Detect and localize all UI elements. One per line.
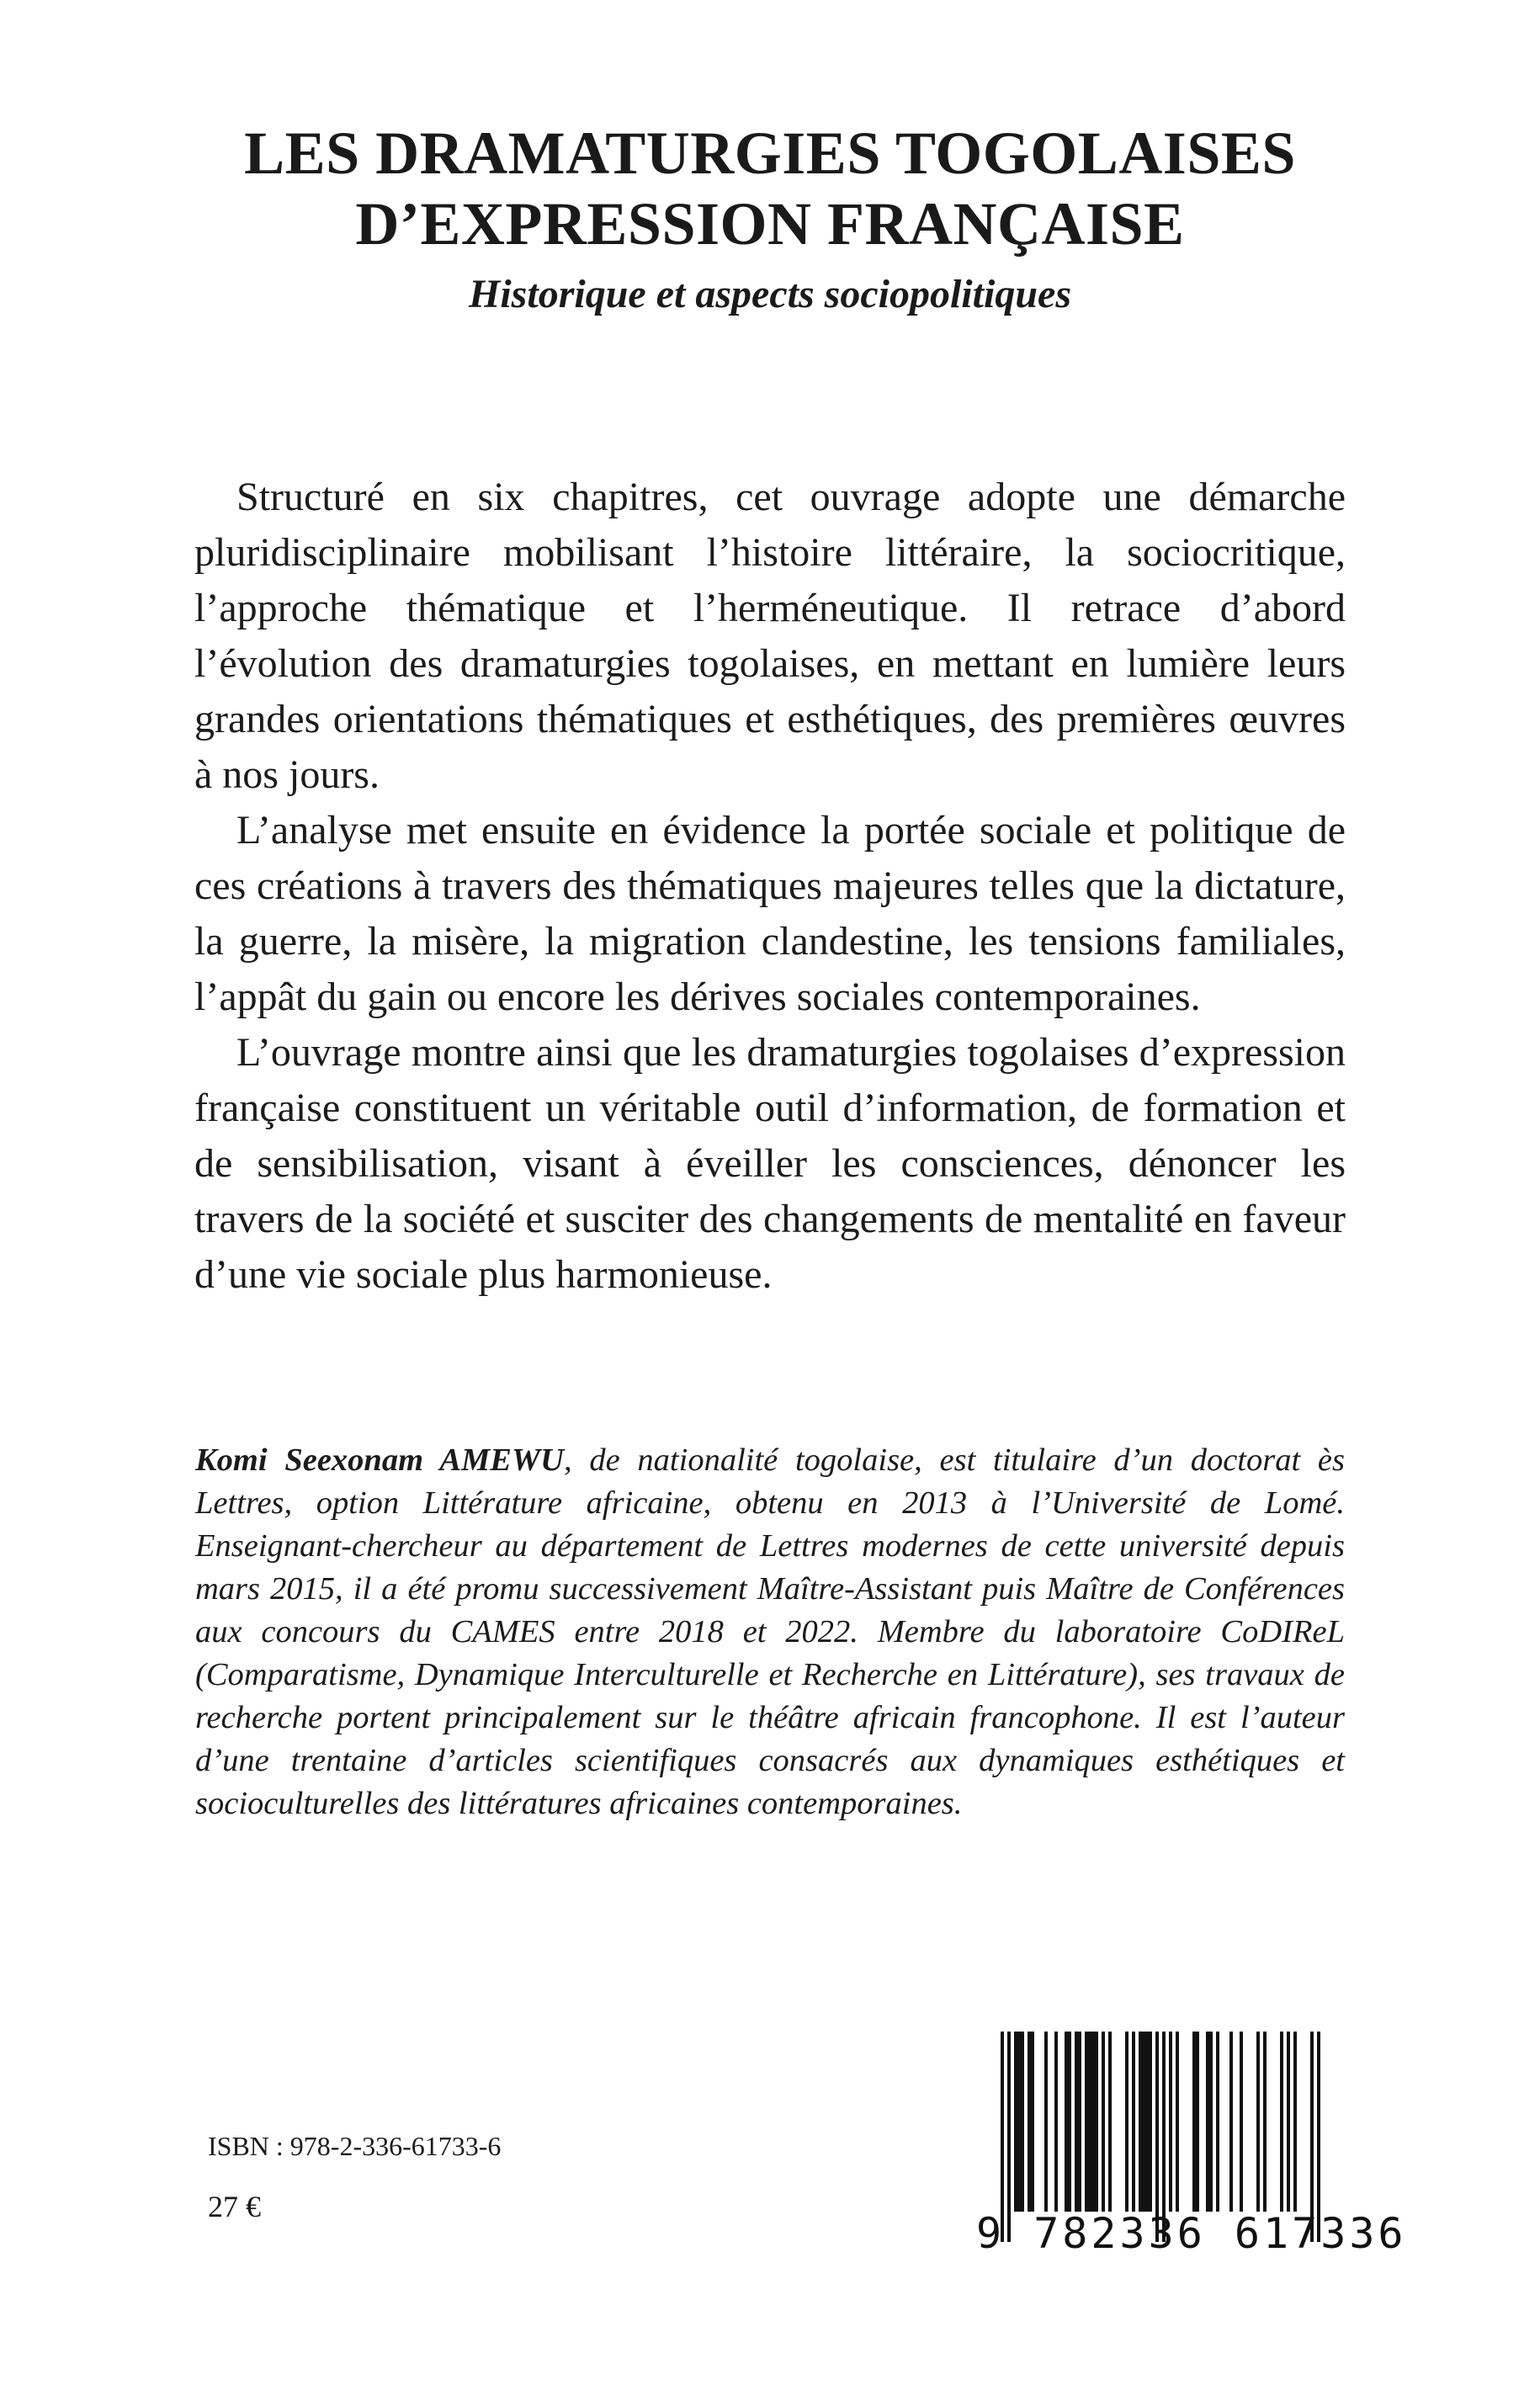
description-paragraph-3: L’ouvrage montre ainsi que les dramaturgies togolaises d’expression française constituent un véritable outil d’information, de formation et de sensibilisation, visant à éveiller les consciences, dénoncer les travers de la société et susciter des changements de mentalité en faveur d’une vie sociale plus harmonieuse.: [194, 1030, 1346, 1297]
barcode-bar: [1192, 2032, 1196, 2212]
book-subtitle: Historique et aspects sociopolitiques: [469, 272, 1071, 316]
barcode-digits: 9 782336 617336: [976, 2209, 1407, 2258]
barcode: [976, 2026, 1407, 2259]
description-paragraph-2: L’analyse met ensuite en évidence la portée sociale et politique de ces créations à travers des thématiques majeures telles que la dictature, la guerre, la misère, la migration clandestine, les tensions familiales, l’appât du gain ou encore les dérives sociales contemporaines.: [194, 808, 1346, 1019]
barcode-bar: [1091, 2032, 1095, 2212]
barcode-bar: [1176, 2032, 1179, 2212]
barcode-bar: [1054, 2032, 1058, 2212]
barcode-bar: [1196, 2032, 1199, 2212]
author-bio-text: , de nationalité togolaise, est titulaire d’un doctorat ès Lettres, option Littérature africaine, obtenu en 2013 à l’Université de Lomé. Enseignant-chercheur au département de Lettres modernes de cette université depuis mars 2015, il a été promu successivement Maître-Assistant puis Maître de Conférences aux concours du CAMES entre 2018 et 2022. Membre du laboratoire CoDIReL (Comparatisme, Dynamique Interculturelle et Recherche en Littérature), ses travaux de recherche portent principalement sur le théâtre africain francophone. Il est l’auteur d’une trentaine d’articles scientifiques consacrés aux dynamiques esthétiques et socioculturelles des littératures africaines contemporaines.: [195, 1442, 1345, 1821]
book-description: [194, 470, 1346, 1303]
barcode-bar: [1095, 2032, 1098, 2212]
author-name: Komi Seexonam AMEWU: [195, 1442, 564, 1478]
barcode-bar: [1031, 2032, 1034, 2212]
price-label: 27 €: [208, 2190, 261, 2223]
barcode-bar: [1229, 2032, 1233, 2212]
barcode-bar: [1139, 2032, 1142, 2212]
barcode-bar: [1145, 2032, 1149, 2212]
barcode-bar: [1125, 2032, 1128, 2212]
isbn-label: ISBN : 978-2-336-61733-6: [208, 2131, 502, 2161]
barcode-bar: [1075, 2032, 1078, 2212]
barcode-bar: [1044, 2032, 1048, 2212]
barcode-bar: [1169, 2032, 1172, 2212]
barcode-bar: [1240, 2032, 1243, 2212]
barcode-bar: [1088, 2032, 1091, 2212]
barcode-bar: [1256, 2032, 1260, 2212]
barcode-bar: [1017, 2032, 1021, 2212]
barcode-bar: [1014, 2032, 1017, 2212]
barcode-bar: [1102, 2032, 1105, 2212]
barcode-bar: [1068, 2032, 1071, 2212]
barcode-bar: [1149, 2032, 1152, 2212]
barcode-bar: [1085, 2032, 1088, 2212]
barcode-bar: [1021, 2032, 1024, 2212]
barcode-bar: [1263, 2032, 1267, 2212]
barcode-bar: [1108, 2032, 1112, 2212]
barcode-bar: [1132, 2032, 1135, 2212]
barcode-bar: [1028, 2032, 1031, 2212]
description-paragraph-1: Structuré en six chapitres, cet ouvrage adopte une démarche pluridisciplinaire mobilisant l’histoire littéraire, la sociocritique, l’approche thématique et l’herméneutique. Il retrace d’abord l’évolution des dramaturgies togolaises, en mettant en lumière leurs grandes orientations thématiques et esthétiques, des premières œuvres à nos jours.: [194, 475, 1346, 797]
barcode-bar: [1078, 2032, 1081, 2212]
book-title-line-1: LES DRAMATURGIES TOGOLAISES: [244, 120, 1296, 187]
barcode-bar: [1280, 2032, 1283, 2212]
book-title-line-2: D’EXPRESSION FRANÇAISE: [355, 190, 1185, 258]
barcode-bar: [1209, 2032, 1213, 2212]
barcode-bar: [1206, 2032, 1209, 2212]
barcode-bar: [1065, 2032, 1068, 2212]
barcode-bar: [1216, 2032, 1219, 2212]
author-bio: [195, 1439, 1345, 1825]
barcode-bar: [1142, 2032, 1145, 2212]
barcode-bar: [1293, 2032, 1297, 2212]
barcode-bar: [1287, 2032, 1290, 2212]
